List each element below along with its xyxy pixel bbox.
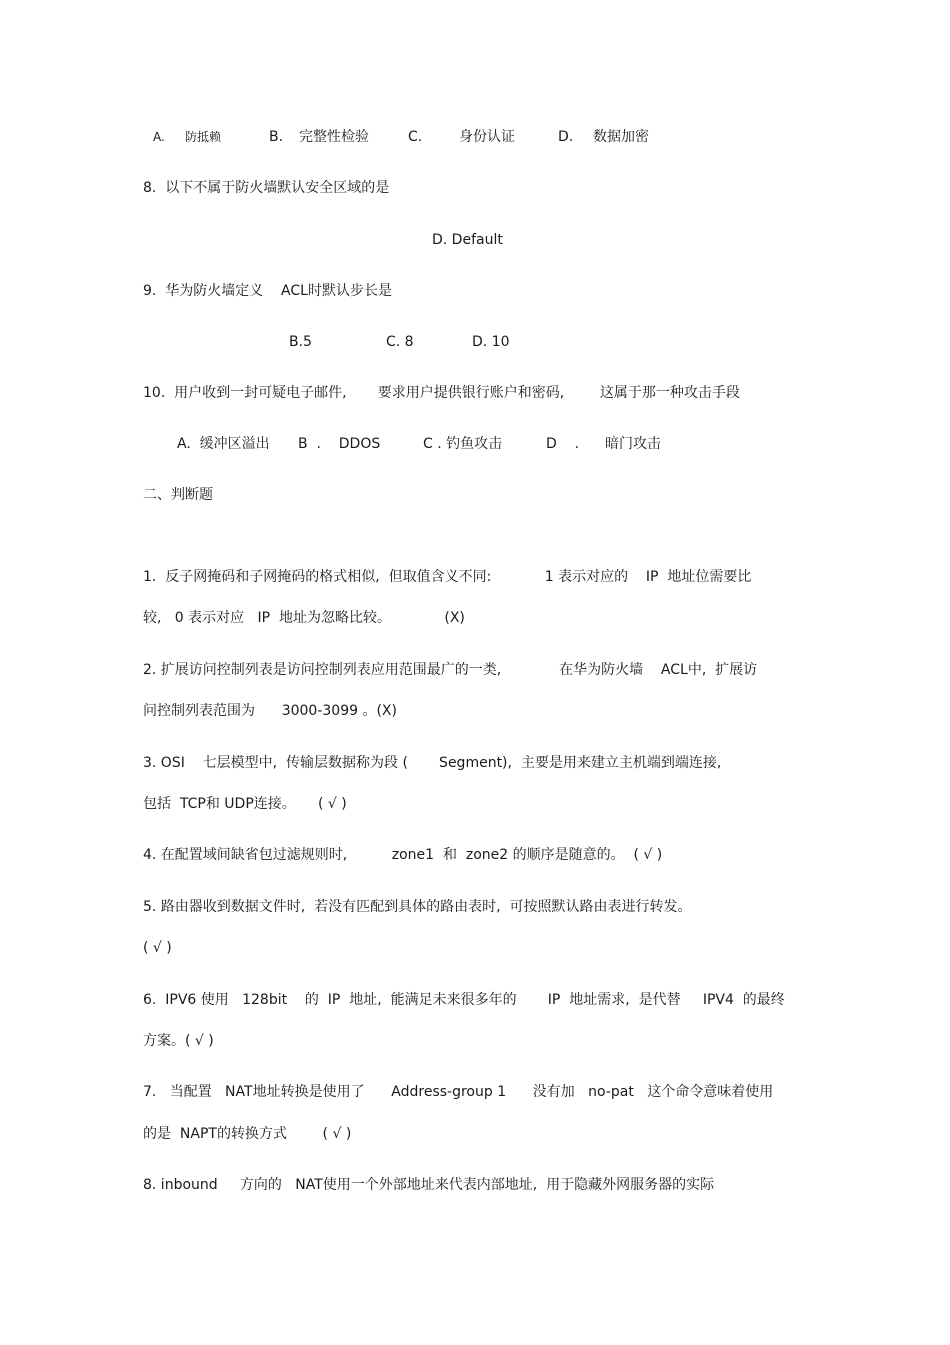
q7-option-c-text: 身份认证 [459,129,515,145]
tf-item-2-line2: 问控制列表范围为 3000-3099 。(X) [143,703,397,719]
q9-option-b: B.5 [289,334,312,350]
tf-item-7-line1: 7. 当配置 NAT地址转换是使用了 Address-group 1 没有加 no-pat 这个命令意味着使用 [143,1084,774,1100]
q10-option-c: C . 钓鱼攻击 [423,436,503,452]
q8-option-d: D. Default [432,232,503,248]
q7-option-d-text: 数据加密 [593,129,649,145]
q7-option-b-label: B. [269,129,284,145]
q7-option-a-label: A. [153,130,165,144]
tf-item-6-line1: 6. IPV6 使用 128bit 的 IP 地址, 能满足未来很多年的 IP 地址需求, 是代替 IPV4 的最终 [143,992,785,1008]
q7-option-a-text: 防抵赖 [185,130,222,144]
q7-option-d-label: D. [558,129,574,145]
tf-item-3-line1: 3. OSI 七层模型中, 传输层数据称为段 ( Segment), 主要是用来建立主机端到端连接, [143,755,722,771]
q10-option-a: A. 缓冲区溢出 [177,436,270,452]
q7-option-c-label: C. [408,129,423,145]
q10-question: 10. 用户收到一封可疑电子邮件, 要求用户提供银行账户和密码, 这属于那一种攻击手段 [143,385,740,401]
q9-question: 9. 华为防火墙定义 ACL时默认步长是 [143,283,392,299]
q9-option-d: D. 10 [472,334,510,350]
tf-item-3-line2: 包括 TCP和 UDP连接。 ( √ ) [143,796,347,812]
section-title: 二、判断题 [143,487,213,503]
q7-option-b-text: 完整性检验 [299,129,369,145]
q10-option-b: B . DDOS [298,436,381,452]
tf-item-1-line2: 较, 0 表示对应 IP 地址为忽略比较。 (X) [143,610,465,626]
tf-item-5-line1: 5. 路由器收到数据文件时, 若没有匹配到具体的路由表时, 可按照默认路由表进行转发。 [143,899,692,915]
q9-option-c: C. 8 [386,334,414,350]
tf-item-8-line1: 8. inbound 方向的 NAT使用一个外部地址来代表内部地址, 用于隐藏外网服务器的实际 [143,1177,715,1193]
tf-item-4-line1: 4. 在配置域间缺省包过滤规则时, zone1 和 zone2 的顺序是随意的。 ( √ ) [143,847,663,863]
q8-question: 8. 以下不属于防火墙默认安全区域的是 [143,180,390,196]
tf-item-6-line2: 方案。( √ ) [143,1033,214,1049]
tf-item-5-line2: ( √ ) [143,940,172,956]
tf-item-2-line1: 2. 扩展访问控制列表是访问控制列表应用范围最广的一类, 在华为防火墙 ACL中, 扩展访 [143,662,758,678]
tf-item-7-line2: 的是 NAPT的转换方式 ( √ ) [143,1126,352,1142]
q10-option-d-label: D . [546,436,580,452]
tf-item-1-line1: 1. 反子网掩码和子网掩码的格式相似, 但取值含义不同: 1 表示对应的 IP 地址位需要比 [143,569,752,585]
q10-option-d-text: 暗门攻击 [605,436,661,452]
